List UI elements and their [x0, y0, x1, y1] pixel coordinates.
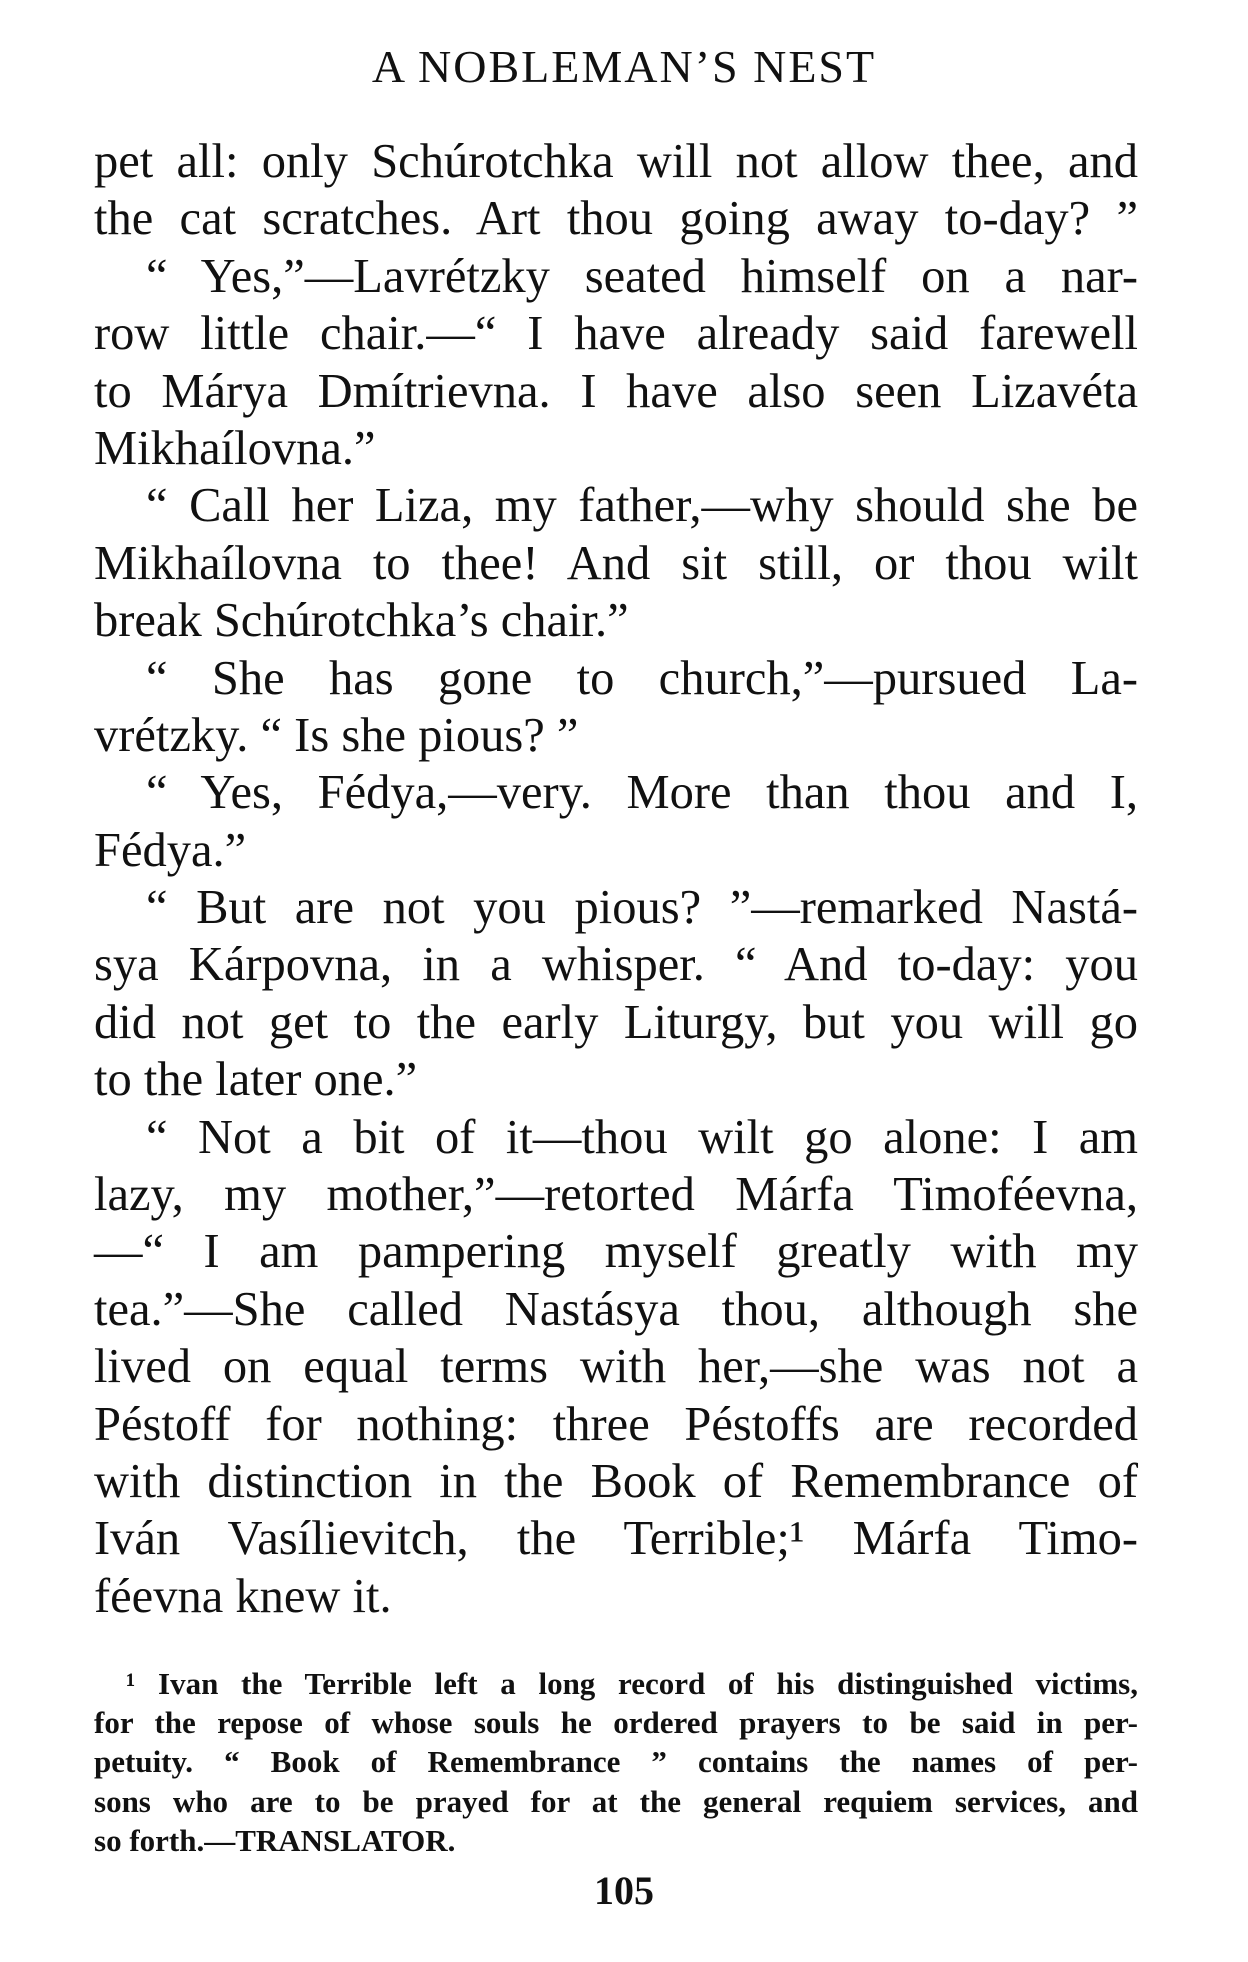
text-line: row little chair.—“ I have already said farewell [94, 307, 1138, 361]
text-line: Fédya.” [94, 823, 247, 877]
text-line: “ But are not you pious? ”—remarked Nastá- [146, 881, 1138, 935]
footnote-line: ¹ Ivan the Terrible left a long record of his distinguished victims, [126, 1666, 1138, 1701]
text-line: “ Not a bit of it—thou wilt go alone: I am [146, 1110, 1138, 1164]
text-line: Iván Vasílievitch, the Terrible;¹ Márfa Timo- [94, 1512, 1138, 1566]
text-line: break Schúrotchka’s chair.” [94, 594, 629, 648]
text-line: the cat scratches. Art thou going away to-day? ” [94, 192, 1138, 246]
page-number: 105 [594, 1868, 654, 1913]
text-line: to Márya Dmítrievna. I have also seen Lizavéta [94, 364, 1138, 418]
text-line: “ Call her Liza, my father,—why should she be [146, 479, 1138, 533]
text-line: with distinction in the Book of Remembrance of [94, 1454, 1138, 1508]
text-line: to the later one.” [94, 1053, 418, 1107]
text-line: “ She has gone to church,”—pursued La- [146, 651, 1138, 705]
text-line: sya Kárpovna, in a whisper. “ And to-day: you [94, 938, 1138, 992]
text-line: “ Yes, Fédya,—very. More than thou and I, [146, 766, 1138, 820]
text-line: vrétzky. “ Is she pious? ” [94, 708, 579, 762]
footnote-line: sons who are to be prayed for at the general requiem services, and [94, 1783, 1138, 1819]
footnote [94, 1664, 1138, 1860]
text-line: “ Yes,”—Lavrétzky seated himself on a nar- [146, 249, 1138, 303]
text-line: lived on equal terms with her,—she was not a [94, 1340, 1138, 1394]
text-line: féevna knew it. [94, 1569, 392, 1623]
running-head: A NOBLEMAN’S NEST [371, 41, 877, 92]
footnote-line: petuity. “ Book of Remembrance ” contains the names of per- [94, 1744, 1138, 1780]
text-line: tea.”—She called Nastásya thou, although she [94, 1282, 1138, 1336]
text-line: Mikhaílovna to thee! And sit still, or thou wilt [94, 536, 1138, 590]
text-line: Péstoff for nothing: three Péstoffs are recorded [94, 1397, 1138, 1451]
text-line: did not get to the early Liturgy, but you will go [94, 995, 1138, 1049]
text-line: pet all: only Schúrotchka will not allow thee, and [94, 135, 1138, 188]
body-text [94, 133, 1138, 1625]
text-line: —“ I am pampering myself greatly with my [94, 1225, 1138, 1279]
footnote-line: so forth.—TRANSLATOR. [94, 1822, 456, 1858]
text-line: lazy, my mother,”—retorted Márfa Timoféevna, [94, 1168, 1138, 1222]
footnote-line: for the repose of whose souls he ordered prayers to be said in per- [94, 1705, 1138, 1741]
text-line: Mikhaílovna.” [94, 421, 376, 475]
